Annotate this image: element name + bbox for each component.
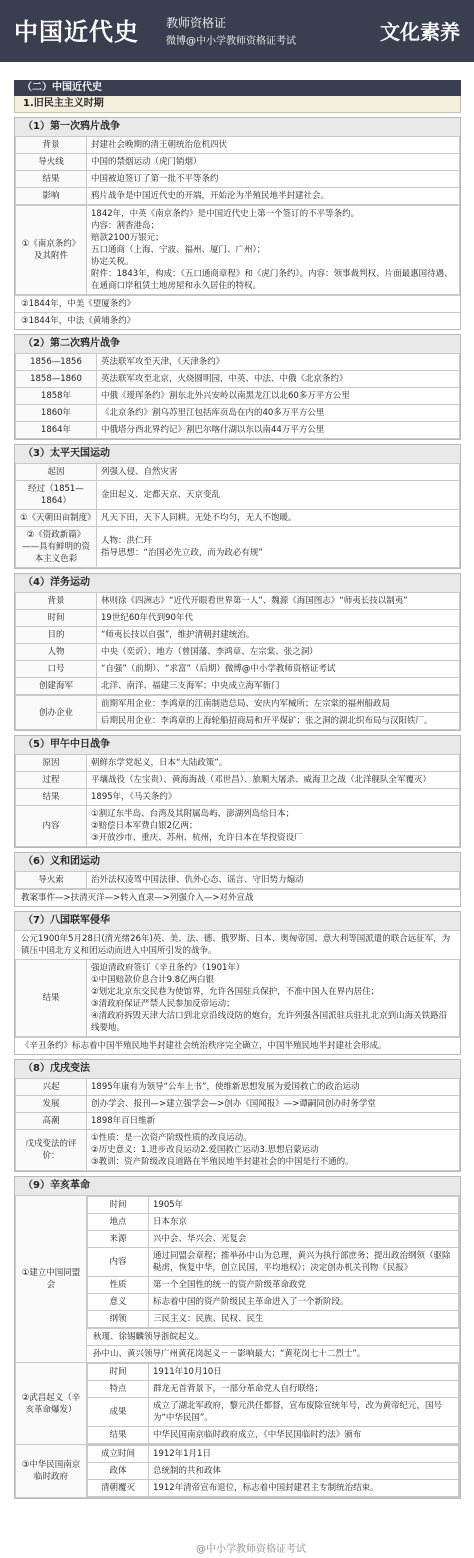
- cell-label: 1858—1860: [16, 371, 97, 388]
- table-row: [16, 1130, 460, 1171]
- table-row: [16, 789, 460, 806]
- table-row: [16, 206, 460, 295]
- table-row: [16, 154, 460, 171]
- cell-label: 创办企业: [16, 696, 97, 730]
- cell-value: [87, 206, 460, 295]
- cell-label: ①建立中国同盟会: [16, 1196, 87, 1363]
- cell-label: 内容: [16, 806, 87, 847]
- section-7: [14, 911, 461, 1055]
- nested-table: [87, 1196, 459, 1328]
- section-3: [14, 444, 461, 569]
- table-row: [16, 755, 460, 772]
- cell-label: 高潮: [16, 1113, 87, 1130]
- cell-value: 朝鲜东学党起义，日本“大陆政策”。: [87, 755, 460, 772]
- table-row: [16, 1079, 460, 1096]
- text-line: 协定关税。: [91, 257, 134, 267]
- cell-label: 目的: [16, 627, 97, 644]
- cell-value: 标志着中国的资产阶级民主革命进入了一个新阶段。: [149, 1294, 459, 1311]
- table-row: [16, 137, 460, 154]
- table: [15, 1078, 460, 1171]
- table-row: [88, 1427, 459, 1444]
- table-row: [16, 1196, 460, 1363]
- table-row: [88, 1480, 459, 1497]
- section-title: （2）第二次鸦片战争: [15, 335, 460, 353]
- table-row: [88, 1364, 459, 1381]
- cell-value: 通过同盟会章程；推举孙中山为总理，黄兴为执行部庶务；提出政治纲领（驱除鞑虏，恢复中华，创立民国，平均地权）；决定创办机关刊物《民报》: [149, 1248, 459, 1277]
- cell-value: ①性质：是一次资产阶级性质的改良运动。 ②历史意义：1.进步改良运动2.爱国救亡运动3.思想启蒙运动 ③教训：资产阶级改良道路在半殖民地半封建社会的中国是行不通的。: [87, 1130, 460, 1171]
- text-line: 《辛丑条约》标志着中国半殖民地半封建社会统治秩序完全确立，中国半殖民地半封建社会形成。: [15, 1037, 460, 1054]
- table-row: [16, 661, 460, 678]
- cell-value: 中华民国南京临时政府成立，《中华民国临时约法》颁布: [149, 1427, 459, 1444]
- cell-label: 意义: [88, 1294, 149, 1311]
- section-title: （6）义和团运动: [15, 853, 460, 871]
- table: [15, 959, 460, 1037]
- table-row: [16, 644, 460, 661]
- cell-label: 发展: [16, 1096, 87, 1113]
- cell-label: 地点: [88, 1214, 149, 1231]
- content: [14, 80, 461, 1499]
- cell-label: 清朝覆灭: [88, 1480, 149, 1497]
- section-9: [14, 1176, 461, 1499]
- cell-label: 性质: [88, 1277, 149, 1294]
- table-row: [88, 1463, 459, 1480]
- text-line: 教案事件—>扶清灭洋—>转入直隶—>列强介入—>对外宣战: [15, 889, 460, 906]
- cell-value: 强迫清政府签订《辛丑条约》（1901年） ①中国赔款价息合计9.8亿两白银 ②划定北京东交民巷为使馆界，允许各国驻兵保护，不准中国人在界内居住； ③清政府保证严禁人民参加反帝运动； ④清政府拆毁天津大沽口到北京沿线设防的炮台，允许列强各国派驻兵驻扎北京到山海关铁路沿线要地。: [87, 960, 460, 1037]
- cell-label: 1858年: [16, 388, 97, 405]
- text-line: 秋瑾、徐锡麟领导浙皖起义。: [87, 1328, 459, 1345]
- nested-cell: [87, 1196, 460, 1363]
- cell-label: 结果: [16, 171, 87, 188]
- cell-value: 1912年1月1日: [149, 1446, 459, 1463]
- table: [15, 754, 460, 847]
- cell-label: 结果: [88, 1427, 149, 1444]
- watermark: @中小学教师资格证考试: [196, 1544, 306, 1555]
- cell-label: ①《南京条约》及其附件: [16, 206, 87, 295]
- cell-value: 1895年，《马关条约》: [87, 789, 460, 806]
- cell-label: 背景: [16, 593, 97, 610]
- table-row: [16, 464, 460, 481]
- section-8: [14, 1059, 461, 1172]
- table-row: [16, 422, 460, 439]
- cell-value: 创办学会、报刊—>建立强学会—>创办《国闻报》—>谭嗣同创办时务学堂: [87, 1096, 460, 1113]
- table-row: [16, 171, 460, 188]
- cell-value: 第一个全国性的统一的资产阶级革命政党: [149, 1277, 459, 1294]
- header-subtitle: 教师资格证: [166, 16, 227, 30]
- header-banner: [0, 0, 474, 62]
- cell-value: 凡天下田，天下人同耕。无处不均匀，无人不饱暖。: [97, 510, 460, 527]
- cell-label: 时间: [88, 1364, 149, 1381]
- cell-label: 结果: [16, 960, 87, 1037]
- section-title: （8）戊戌变法: [15, 1060, 460, 1078]
- cell-value: 《北京条约》割乌苏里江包括库页岛在内的40多万平方公里: [97, 405, 460, 422]
- table-row: [16, 627, 460, 644]
- cell-value: 1912年清帝宣布退位，标志着中国封建君主专制统治结束。: [149, 1480, 459, 1497]
- table-row: [88, 1446, 459, 1463]
- section-5: [14, 735, 461, 848]
- section-6: [14, 852, 461, 907]
- cell-label: ②武昌起义（辛亥革命爆发）: [16, 1363, 87, 1445]
- cell-label: 来源: [88, 1231, 149, 1248]
- table-row: [16, 388, 460, 405]
- table-row: [88, 1197, 459, 1214]
- section-title: （5）甲午中日战争: [15, 736, 460, 754]
- cell-label: 导火线: [16, 154, 87, 171]
- cell-label: ③中华民国南京临时政府: [16, 1445, 87, 1498]
- section-bar: （二）中国近代史: [14, 80, 461, 96]
- nested-table: [87, 1363, 459, 1444]
- text-line: ②1844年，中美《望厦条约》: [15, 295, 460, 312]
- table-row: [16, 481, 460, 510]
- cell-label: 时间: [88, 1197, 149, 1214]
- section-title: （1）第一次鸦片战争: [15, 118, 460, 136]
- cell-value: 群龙无首背景下，一部分革命党人自行联络；: [149, 1381, 459, 1398]
- text-line: 孙中山、黄兴领导广州黄花岗起义－－影响最大；“黄花岗七十二烈士”。: [87, 1345, 459, 1362]
- cell-label: ②《资政新篇》——具有鲜明的资本主义色彩: [16, 527, 97, 568]
- cell-label: 兴起: [16, 1079, 87, 1096]
- cell-value: 中国的禁烟运动（虎门销烟）: [87, 154, 460, 171]
- section-title: （3）太平天国运动: [15, 445, 460, 463]
- cell-value: 中俄《瑷珲条约》割东北外兴安岭以南黑龙江以北60多万平方公里: [97, 388, 460, 405]
- section-4: [14, 573, 461, 731]
- cell-value: 中央（奕䜣）、地方（曾国藩、李鸿章、左宗棠、张之洞）: [97, 644, 460, 661]
- table-row: [16, 354, 460, 371]
- cell-label: 1860年: [16, 405, 97, 422]
- table-row: [88, 1214, 459, 1231]
- table: [15, 205, 460, 295]
- cell-value: 19世纪60年代到90年代: [97, 610, 460, 627]
- table: [15, 592, 460, 695]
- table-row: [88, 1277, 459, 1294]
- section-title: （9）辛亥革命: [15, 1177, 460, 1195]
- cell-value: 中俄塔分西北界约记》割巴尔喀什湖以东以南44万平方公里: [97, 422, 460, 439]
- table-row: [88, 1294, 459, 1311]
- section-title: （7）八国联军侵华: [15, 912, 460, 930]
- table-row: [16, 806, 460, 847]
- table-row: [16, 1096, 460, 1113]
- table-row: [16, 1363, 460, 1445]
- cell-value: 鸦片战争是中国近代史的开端，开始沦为半殖民地半封建社会。: [87, 188, 460, 205]
- cell-label: 创建海军: [16, 678, 97, 695]
- section-2: [14, 334, 461, 440]
- text-line: 五口通商（上海、宁波、福州、厦门、广州）；: [91, 245, 266, 255]
- cell-value: 三民主义：民族、民权、民生: [149, 1311, 459, 1328]
- cell-label: 影响: [16, 188, 87, 205]
- text-line: 内容：割香港岛；: [91, 221, 160, 231]
- table-row: [88, 1398, 459, 1427]
- cell-value: 日本东京: [149, 1214, 459, 1231]
- table-row: [16, 696, 460, 713]
- cell-label: 政体: [88, 1463, 149, 1480]
- cell-value: 林则徐《四洲志》“近代开眼看世界第一人”、魏源《海国图志》“师夷长技以制夷”: [97, 593, 460, 610]
- cell-label: 口号: [16, 661, 97, 678]
- table-row: [16, 188, 460, 205]
- table-row: [16, 610, 460, 627]
- header-weibo: 微博@中小学教师资格证考试: [166, 36, 296, 47]
- cell-label: 1856—1856: [16, 354, 97, 371]
- text-line: ③1844年，中法《黄埔条约》: [15, 312, 460, 329]
- nested-cell: [87, 1363, 460, 1445]
- cell-label: 导火索: [16, 872, 87, 889]
- table-row: [16, 405, 460, 422]
- table-row: [16, 527, 460, 568]
- table-row: [16, 960, 460, 1037]
- cell-value: 前期军用企业：李鸿章的江南制造总局、安庆内军械所；左宗棠的福州船政局: [97, 696, 460, 713]
- cell-value: 1911年10月10日: [149, 1364, 459, 1381]
- cell-value: 总统制的共和政体: [149, 1463, 459, 1480]
- cell-value: 治外法权凌驾中国法律、仇外心态、谣言、守旧势力煽动: [87, 872, 460, 889]
- table: [15, 463, 460, 568]
- text-line: 1842年，中英《南京条约》是中国近代史上第一个签订的不平等条约。: [91, 209, 360, 219]
- cell-label: ①《天朝田亩制度》: [16, 510, 97, 527]
- table-row: [16, 678, 460, 695]
- table-row: [88, 1231, 459, 1248]
- cell-value: 金田起义、定都天京、天京变乱: [97, 481, 460, 510]
- table-row: [16, 872, 460, 889]
- text-line: 附件：1843年，构成：《五口通商章程》和《虎门条约》。内容：领事裁判权、片面最惠国待遇、在通商口岸租赁土地房屋和永久居住的特权。: [91, 269, 453, 291]
- cell-label: 起因: [16, 464, 97, 481]
- cell-value: 英法联军攻至天津，《天津条约》: [97, 354, 460, 371]
- header-title: 中国近代史: [14, 18, 139, 46]
- cell-value: 人物：洪仁玕 指导思想：“治国必先立政，而为政必有规”: [97, 527, 460, 568]
- cell-value: 平壤战役（左宝贵）、黄海海战（邓世昌）、旅顺大屠杀、威海卫之战（北洋舰队全军覆灭）: [87, 772, 460, 789]
- table-row: [88, 1311, 459, 1328]
- section-1: [14, 117, 461, 330]
- table-row: [16, 1113, 460, 1130]
- header-right-title: 文化素养: [380, 20, 460, 44]
- cell-value: 列强入侵、自然灾害: [97, 464, 460, 481]
- text-line: 赔款2100万银元；: [91, 233, 164, 243]
- table-row: [88, 1248, 459, 1277]
- cell-label: 成立时间: [88, 1446, 149, 1463]
- cell-value: “师夷长技以自强”，维护清朝封建统治。: [97, 627, 460, 644]
- cell-value: 兴中会、华兴会、光复会: [149, 1231, 459, 1248]
- cell-value: 1898年百日维新: [87, 1113, 460, 1130]
- table-row: [16, 1445, 460, 1498]
- cell-label: 过程: [16, 772, 87, 789]
- cell-label: 背景: [16, 137, 87, 154]
- cell-value: 1905年: [149, 1197, 459, 1214]
- table: [15, 353, 460, 439]
- cell-value: 北洋、南洋、福建三支海军；中央成立海军衙门: [97, 678, 460, 695]
- subsection-bar: 1.旧民主主义时期: [14, 96, 461, 113]
- cell-value: 成立了湖北军政府，黎元洪任都督，宣布废除宣统年号，改为黄帝纪元，国号为“中华民国”。: [149, 1398, 459, 1427]
- cell-label: 特点: [88, 1381, 149, 1398]
- table-row: [88, 1381, 459, 1398]
- table: [15, 1195, 460, 1498]
- table-row: [16, 510, 460, 527]
- nested-cell: [87, 1445, 460, 1498]
- table: [15, 136, 460, 205]
- cell-label: 1864年: [16, 422, 97, 439]
- cell-label: 戊戌变法的评价：: [16, 1130, 87, 1171]
- cell-label: 内容: [88, 1248, 149, 1277]
- cell-label: 结果: [16, 789, 87, 806]
- table: [15, 871, 460, 889]
- cell-value: ①割辽东半岛、台湾及其附属岛屿、澎湖列岛给日本； ②赔偿日本军费白银2亿两； ③开放沙市、重庆、苏州、杭州，允许日本在华投资设厂: [87, 806, 460, 847]
- table: [15, 695, 460, 730]
- nested-table: [87, 1445, 459, 1497]
- cell-value: “自强”（前期）、“求富”（后期）微博@中小学教师资格证考试: [97, 661, 460, 678]
- table-row: [16, 772, 460, 789]
- cell-value: 英法联军攻至北京，火烧圆明园，中英、中法、中俄《北京条约》: [97, 371, 460, 388]
- table-row: [16, 371, 460, 388]
- text-line: 公元1900年5月28日(清光绪26年)英、美、法、德、俄罗斯、日本、奥匈帝国、意大利等国派遣的联合远征军，为镇压中国北方义和团运动而进入中国所引发的战争。: [15, 930, 460, 959]
- cell-label: 纲领: [88, 1311, 149, 1328]
- cell-value: 后期民用企业：李鸿章的上海轮船招商局和开平煤矿；张之洞的湖北织布局与汉阳铁厂。: [97, 713, 460, 730]
- cell-value: 1895年康有为领导“公车上书”，使维新思想发展为爱国救亡的政治运动: [87, 1079, 460, 1096]
- cell-value: 中国被迫签订了第一批不平等条约: [87, 171, 460, 188]
- cell-label: 成果: [88, 1398, 149, 1427]
- section-title: （4）洋务运动: [15, 574, 460, 592]
- table-row: [16, 593, 460, 610]
- cell-label: 人物: [16, 644, 97, 661]
- cell-label: 时间: [16, 610, 97, 627]
- cell-label: 原因: [16, 755, 87, 772]
- cell-label: 经过（1851—1864）: [16, 481, 97, 510]
- cell-value: 封建社会晚期的清王朝统治危机四伏: [87, 137, 460, 154]
